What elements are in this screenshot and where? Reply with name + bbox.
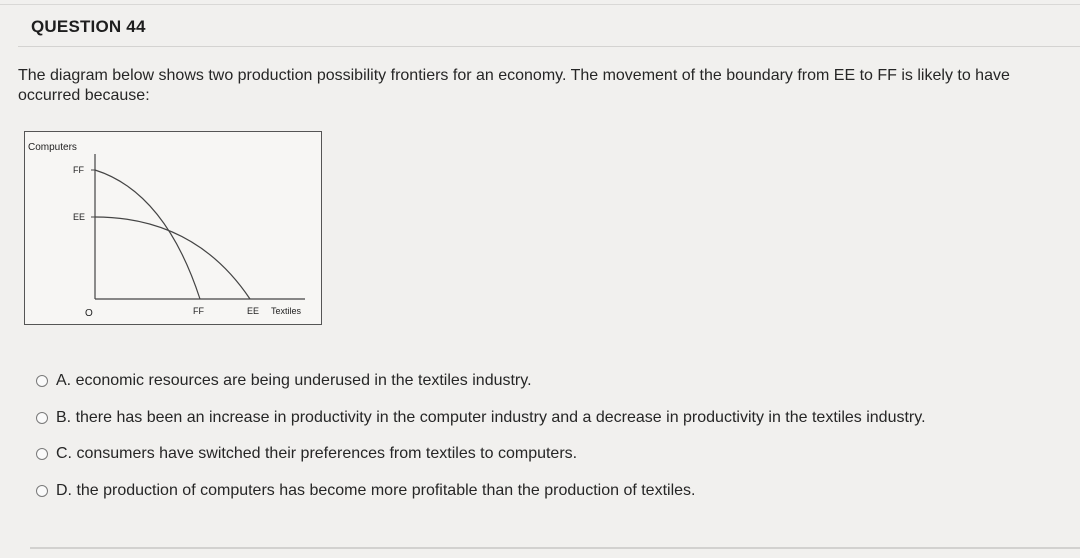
x-tick-ff-label: FF xyxy=(193,306,204,316)
y-axis-label: Computers xyxy=(28,142,77,153)
origin-label: O xyxy=(85,308,93,319)
radio-button-icon[interactable] xyxy=(36,485,48,497)
radio-button-icon[interactable] xyxy=(36,412,48,424)
option-b-label: B. there has been an increase in productivity in the computer industry and a decrease in productivity in the textiles industry. xyxy=(56,409,926,426)
question-header: QUESTION 44 xyxy=(31,17,146,36)
bottom-divider xyxy=(30,547,1080,549)
option-d-label: D. the production of computers has become more profitable than the production of textiles. xyxy=(56,482,696,499)
ppf-diagram xyxy=(24,131,322,325)
option-d[interactable] xyxy=(36,482,695,500)
option-a[interactable] xyxy=(36,372,532,390)
y-tick-ee-label: EE xyxy=(73,212,86,222)
header-divider xyxy=(18,46,1080,47)
x-axis-label: Textiles xyxy=(271,306,302,316)
ppf-curve-ff xyxy=(95,170,200,299)
ppf-curve-ee xyxy=(95,217,250,299)
ppf-diagram-svg xyxy=(25,132,323,326)
option-c[interactable] xyxy=(36,445,577,463)
option-b[interactable] xyxy=(36,409,926,427)
top-divider xyxy=(0,4,1080,5)
x-tick-ee-label: EE xyxy=(247,306,260,316)
y-tick-ff-label: FF xyxy=(73,165,84,175)
radio-button-icon[interactable] xyxy=(36,375,48,387)
option-a-label: A. economic resources are being underused in the textiles industry. xyxy=(56,372,532,389)
option-c-label: C. consumers have switched their preferences from textiles to computers. xyxy=(56,445,578,462)
question-text: The diagram below shows two production possibility frontiers for an economy. The movement of the boundary from EE to FF is likely to have occurred because: xyxy=(18,67,1010,104)
radio-button-icon[interactable] xyxy=(36,448,48,460)
